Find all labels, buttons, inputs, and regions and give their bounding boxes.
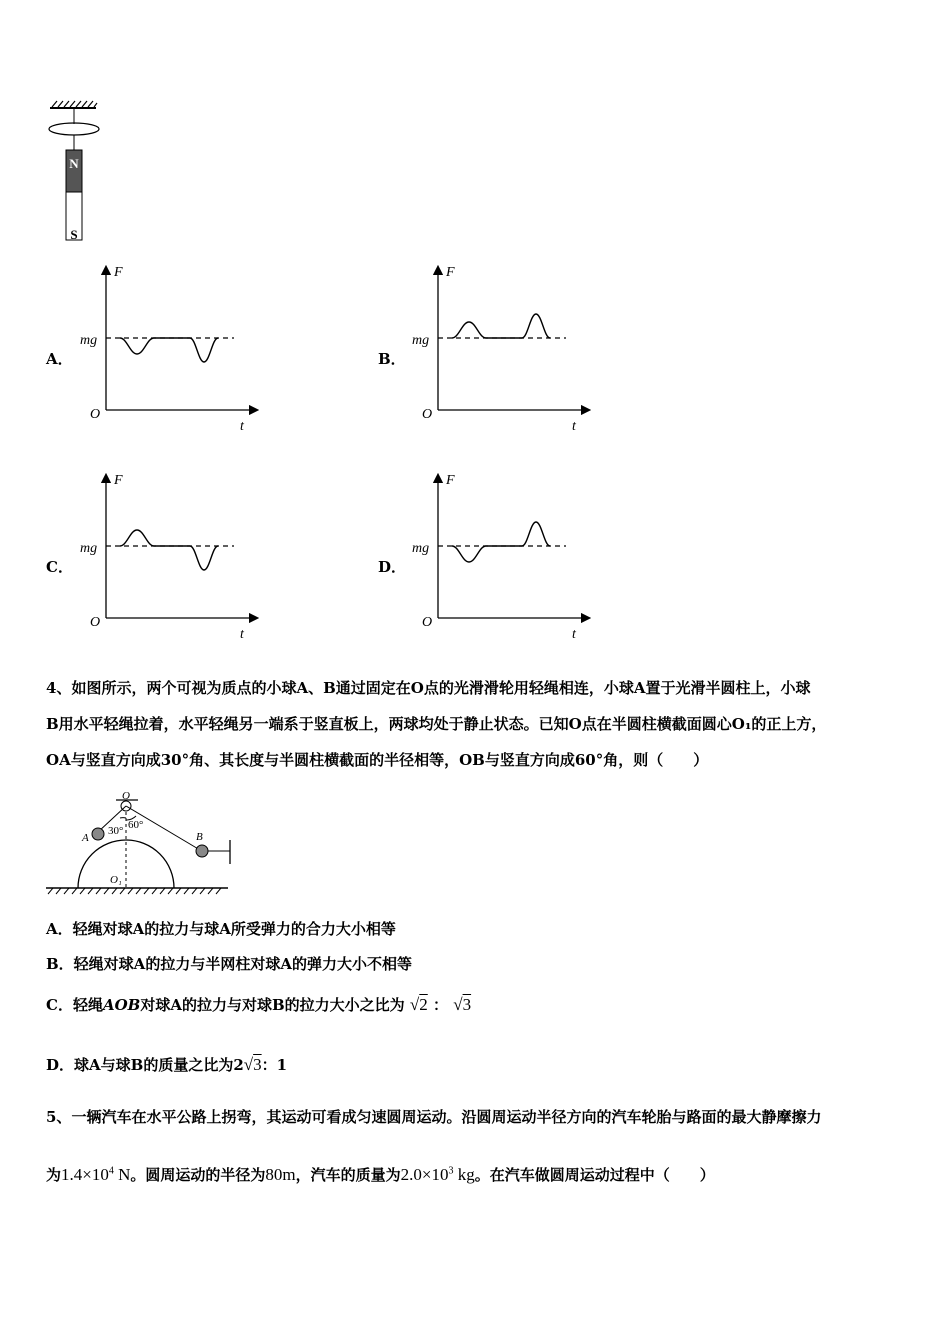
force-curve: [120, 338, 218, 362]
x-axis-label: t: [240, 627, 244, 642]
origin-label: O: [422, 615, 433, 630]
question-4-line1: 如图所示，两个可视为质点的小球A、B通过固定在O点的光滑滑轮用轻绳相连，小球A置于光滑半圆柱上，小球: [71, 679, 811, 697]
q5-force: $1.4\times 10^4$ N: [61, 1165, 131, 1184]
question-4-number: 4、: [46, 679, 72, 697]
fig-label-a: A: [82, 832, 89, 844]
question-5-line1: [46, 1106, 821, 1127]
option-b-text: B．轻绳对球A的拉力与半网柱对球A的弹力大小不相等: [46, 955, 412, 973]
question-4-figure: [40, 786, 240, 896]
graph-svg: [372, 466, 612, 646]
q5-mass: $2.0\times 10^3$ kg: [400, 1165, 475, 1184]
graph-option-a[interactable]: [40, 258, 280, 438]
question-4-option-d[interactable]: [46, 1054, 287, 1075]
fig-label-o1: O₁: [110, 874, 122, 886]
magnet-south-label: S: [70, 227, 78, 242]
fig-label-b: B: [196, 831, 203, 843]
option-c-prefix: C．轻绳: [46, 996, 103, 1014]
graph-option-d[interactable]: [372, 466, 612, 646]
q5-part3: ，汽车的质量为: [295, 1166, 401, 1184]
option-c-italic: AOB: [102, 996, 141, 1014]
graph-option-letter: A．: [46, 350, 73, 368]
question-4-line2: B用水平轻绳拉着，水平轻绳另一端系于竖直板上，两球均处于静止状态。已知O点在半圆柱横截面圆心O₁的正上方，: [46, 715, 827, 733]
q5-part2: 。圆周运动的半径为: [130, 1166, 266, 1184]
mg-label: mg: [80, 541, 98, 556]
y-axis-label: F: [114, 265, 123, 280]
question-5-text1: 一辆汽车在水平公路上拐弯，其运动可看成匀速圆周运动。沿圆周运动半径方向的汽车轮胎与路面的最大静摩擦力: [71, 1108, 822, 1126]
mg-label: mg: [80, 333, 98, 348]
graph-svg: [40, 258, 280, 438]
origin-label: O: [422, 407, 433, 422]
question-4-option-b[interactable]: [46, 953, 412, 974]
graph-option-c[interactable]: [40, 466, 280, 646]
mg-label: mg: [412, 333, 430, 348]
force-curve: [452, 522, 550, 562]
graph-option-letter: D．: [378, 558, 407, 576]
fig-angle-30: 30°: [108, 825, 124, 837]
question-4-text: [46, 670, 916, 778]
q5-radius: 80m: [265, 1165, 296, 1184]
question-4-option-c[interactable]: [46, 994, 471, 1015]
graph-option-letter: C．: [46, 558, 73, 576]
option-d-sqrt-3: √3: [243, 1055, 262, 1074]
q5-part1: 为: [46, 1166, 62, 1184]
force-curve: [120, 530, 218, 570]
q5-part4: 。在汽车做圆周运动过程中（ ）: [474, 1166, 715, 1184]
force-curve: [452, 314, 550, 338]
x-axis-label: t: [572, 419, 576, 434]
y-axis-label: F: [446, 265, 455, 280]
question-4-option-a[interactable]: [46, 918, 396, 939]
x-axis-label: t: [572, 627, 576, 642]
graph-option-b[interactable]: [372, 258, 612, 438]
origin-label: O: [90, 615, 101, 630]
option-d-suffix: ：1: [261, 1056, 288, 1074]
option-c-mid: 对球A的拉力与对球B的拉力大小之比为: [140, 996, 405, 1014]
mg-label: mg: [412, 541, 430, 556]
y-axis-label: F: [446, 473, 455, 488]
graph-option-letter: B．: [378, 350, 406, 368]
question-5-line2: [46, 1164, 715, 1185]
x-axis-label: t: [240, 419, 244, 434]
y-axis-label: F: [114, 473, 123, 488]
option-c-sep: ：: [432, 996, 448, 1014]
origin-label: O: [90, 407, 101, 422]
graph-svg: [372, 258, 612, 438]
magnet-north-label: N: [69, 156, 79, 171]
question-4-line3: OA与竖直方向成30°角、其长度与半圆柱横截面的半径相等，OB与竖直方向成60°角，则（ ）: [46, 751, 709, 769]
option-c-sqrt-2: √2: [409, 995, 428, 1014]
graph-svg: [40, 466, 280, 646]
option-c-sqrt-3: √3: [453, 995, 472, 1014]
fig-label-o: O: [122, 790, 130, 802]
option-a-text: A．轻绳对球A的拉力与球A所受弹力的合力大小相等: [46, 920, 396, 938]
question-5-number: 5、: [46, 1108, 72, 1126]
fig-angle-60: 60°: [128, 819, 144, 831]
option-d-prefix: D．球A与球B的质量之比为2: [46, 1056, 244, 1074]
magnet-figure: [40, 98, 110, 246]
